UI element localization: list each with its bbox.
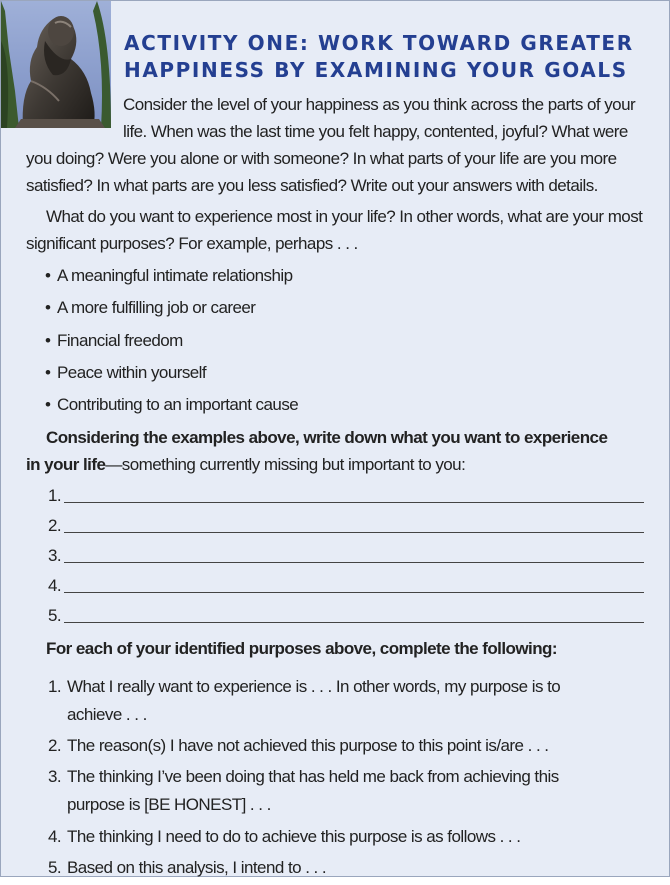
list-item: 2. The reason(s) I have not achieved this purpose to this point is/are . . . bbox=[48, 736, 549, 755]
answer-line[interactable]: 2. bbox=[48, 508, 644, 538]
title-line-1: ACTIVITY ONE: WORK TOWARD GREATER bbox=[124, 31, 634, 55]
list-item: • Peace within yourself bbox=[45, 359, 298, 391]
intro-paragraph-bottom bbox=[26, 145, 617, 199]
answer-line[interactable]: 3. bbox=[48, 538, 644, 568]
list-item: • A meaningful intimate relationship bbox=[45, 262, 298, 294]
intro-line-1: Consider the level of your happiness as you think across the parts of your bbox=[123, 95, 636, 114]
question-paragraph bbox=[26, 203, 642, 257]
examples-list bbox=[45, 262, 298, 423]
title-line-2: HAPPINESS BY EXAMINING YOUR GOALS bbox=[124, 58, 628, 82]
complete-heading: For each of your identified purposes above, complete the following: bbox=[46, 639, 557, 658]
answer-underline[interactable] bbox=[64, 531, 644, 533]
bullet-icon: • bbox=[45, 330, 51, 350]
activity-title bbox=[124, 30, 634, 84]
list-item: • A more fulfilling job or career bbox=[45, 294, 298, 326]
answer-underline[interactable] bbox=[64, 621, 644, 623]
list-item: 5. Based on this analysis, I intend to . . . bbox=[48, 858, 327, 877]
list-item: 4. The thinking I need to do to achieve this purpose is as follows . . . bbox=[48, 827, 521, 846]
consider-bold-line-1: Considering the examples above, write down what you want to experience bbox=[46, 428, 608, 447]
answer-line[interactable]: 4. bbox=[48, 568, 644, 598]
bullet-icon: • bbox=[45, 298, 51, 318]
consider-bold-line-2: in your life bbox=[26, 455, 106, 474]
bullet-icon: • bbox=[45, 266, 51, 285]
list-item: 1. What I really want to experience is . . . In other words, my purpose is to achieve . . . bbox=[48, 677, 561, 724]
intro-line-3: you doing? Were you alone or with someone? In what parts of your life are you more bbox=[26, 149, 617, 168]
intro-paragraph-top bbox=[123, 91, 635, 145]
list-item: • Financial freedom bbox=[45, 327, 298, 359]
answer-line[interactable]: 1. bbox=[48, 478, 644, 508]
thinker-sculpture-image bbox=[1, 1, 111, 128]
answer-underline[interactable] bbox=[64, 561, 644, 563]
list-item: 3. The thinking I’ve been doing that has held me back from achieving this purpose is [BE HONEST] . . . bbox=[48, 767, 559, 814]
question-line-2: significant purposes? For example, perhaps . . . bbox=[26, 234, 358, 253]
intro-line-2: life. When was the last time you felt happy, contented, joyful? What were bbox=[123, 122, 628, 141]
consider-instruction bbox=[26, 424, 607, 478]
bullet-icon: • bbox=[45, 395, 51, 414]
bullet-icon: • bbox=[45, 362, 51, 382]
answer-line[interactable]: 5. bbox=[48, 598, 644, 628]
answer-lines bbox=[48, 478, 644, 628]
question-line-1: What do you want to experience most in your life? In other words, what are your most bbox=[46, 207, 643, 226]
consider-rest: —something currently missing but important to you: bbox=[105, 455, 466, 474]
list-item: • Contributing to an important cause bbox=[45, 391, 298, 423]
intro-line-4: satisfied? In what parts are you less satisfied? Write out your answers with details. bbox=[26, 176, 598, 195]
steps-list bbox=[48, 673, 608, 885]
answer-underline[interactable] bbox=[64, 591, 644, 593]
answer-underline[interactable] bbox=[64, 501, 644, 503]
